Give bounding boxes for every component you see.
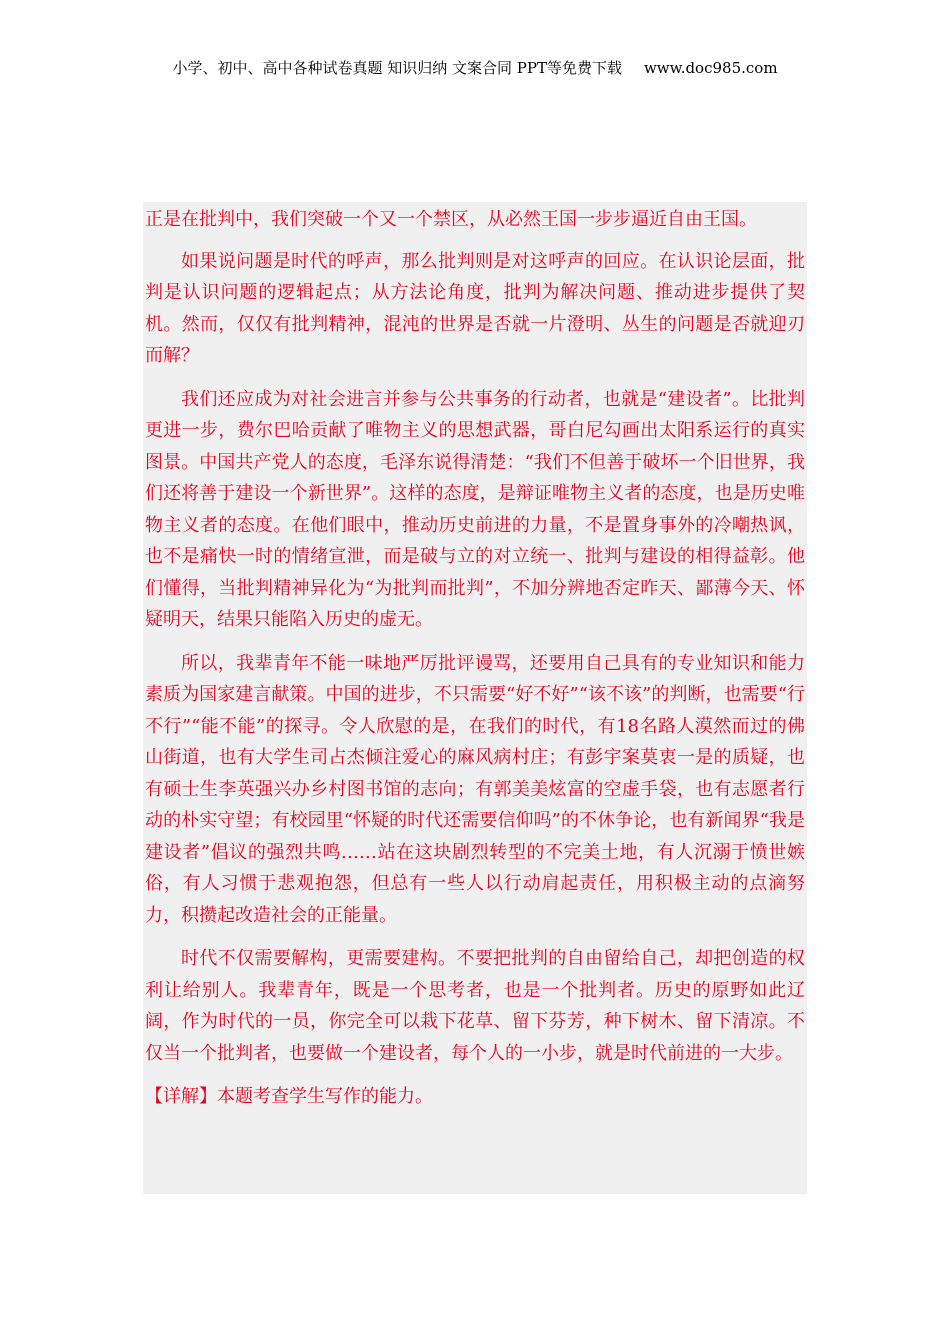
detail-explanation: 【详解】本题考查学生写作的能力。 (145, 1086, 433, 1107)
essay-paragraph-5: 时代不仅需要解构，更需要建构。不要把批判的自由留给自己，却把创造的权利让给别人。我辈青年，既是一个思考者，也是一个批判者。历史的原野如此辽阔，作为时代的一员，你完全可以栽下花草、留下芬芳，种下树木、留下清凉。不仅当一个批判者，也要做一个建设者，每个人的一小步，就是时代前进的一大步。 (145, 948, 805, 1064)
essay-content (143, 202, 807, 1194)
essay-paragraph-3: 我们还应成为对社会进言并参与公共事务的行动者，也就是“建设者”。比批判更进一步，费尔巴哈贡献了唯物主义的思想武器，哥白尼勾画出太阳系运行的真实图景。中国共产党人的态度，毛泽东说得清楚：“我们不但善于破坏一个旧世界，我们还将善于建设一个新世界”。这样的态度，是辩证唯物主义者的态度，也是历史唯物主义者的态度。在他们眼中，推动历史前进的力量，不是置身事外的冷嘲热讽，也不是痛快一时的情绪宣泄，而是破与立的对立统一、批判与建设的相得益彰。他们懂得，当批判精神异化为“为批判而批判”，不加分辨地否定昨天、鄙薄今天、怀疑明天，结果只能陷入历史的虚无。 (145, 388, 805, 630)
essay-paragraph-2: 如果说问题是时代的呼声，那么批判则是对这呼声的回应。在认识论层面，批判是认识问题的逻辑起点；从方法论角度，批判为解决问题、推动进步提供了契机。然而，仅仅有批判精神，混沌的世界是否就一片澄明、丛生的问题是否就迎刃而解？ (145, 250, 805, 366)
page-header (0, 57, 950, 78)
header-text: 小学、初中、高中各种试卷真题 知识归纳 文案合同 PPT等免费下载 (172, 59, 622, 77)
essay-paragraph-1: 正是在批判中，我们突破一个又一个禁区，从必然王国一步步逼近自由王国。 (145, 209, 757, 230)
header-site-link[interactable]: www.doc985.com (643, 59, 778, 77)
essay-paragraph-4: 所以，我辈青年不能一味地严厉批评谩骂，还要用自己具有的专业知识和能力素质为国家建言献策。中国的进步，不只需要“好不好”“该不该”的判断，也需要“行不行”“能不能”的探寻。令人欣慰的是，在我们的时代，有18名路人漠然而过的佛山街道，也有大学生司占杰倾注爱心的麻风病村庄；有彭宇案莫衷一是的质疑，也有硕士生李英强兴办乡村图书馆的志向；有郭美美炫富的空虚手袋，也有志愿者行动的朴实守望；有校园里“怀疑的时代还需要信仰吗”的不休争论，也有新闻界“我是建设者”倡议的强烈共鸣……站在这块剧烈转型的不完美土地，有人沉溺于愤世嫉俗，有人习惯于悲观抱怨，但总有一些人以行动肩起责任，用积极主动的点滴努力，积攒起改造社会的正能量。 (145, 652, 805, 926)
